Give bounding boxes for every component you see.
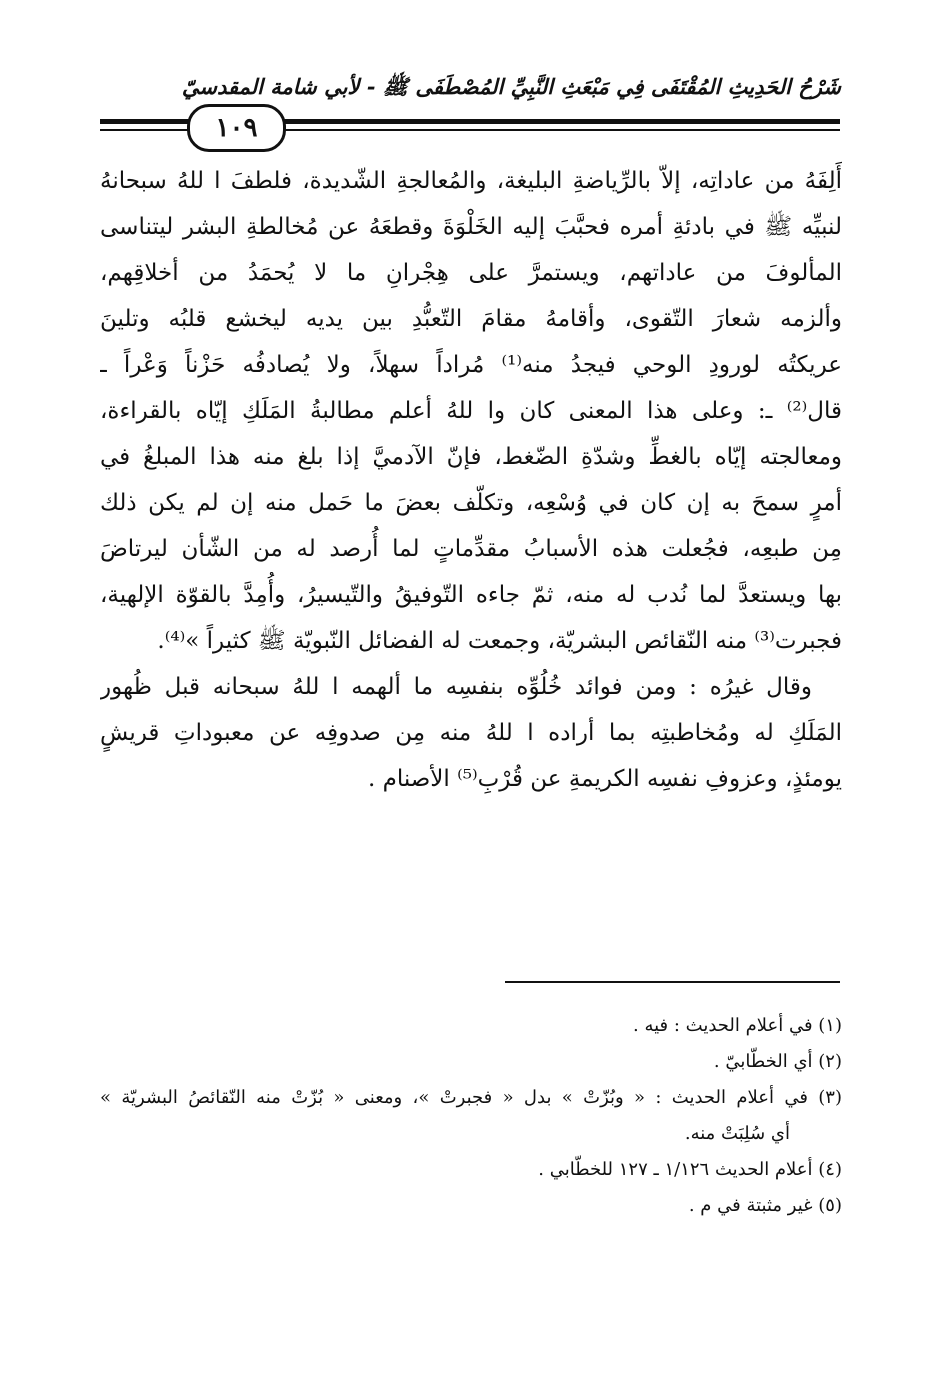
text-line: مِن طبعِه، فجُعلت هذه الأسبابُ مقدِّماتٍ لما أُرصد له من الشّأن ليرتاضَ bbox=[100, 536, 842, 562]
text-line: أَلِفَهُ من عاداتِه، إلاّ بالرِّياضةِ البليغة، والمُعالجةِ الشّديدة، فلطفَ ا للهُ سبحانهُ bbox=[100, 168, 842, 194]
footnote-2: (٢) أي الخطّابيّ . bbox=[713, 1051, 842, 1072]
footnote-3-continuation: أي سُلِبَتْ منه. bbox=[684, 1123, 790, 1144]
text-line: فجبرت⁽³⁾ منه النّقائص البشريّة، وجمعت له الفضائل النّبويّة ﷺ كثيراً »⁽⁴⁾. bbox=[157, 628, 842, 654]
footnote-3: (٣) في أعلام الحديث : « وبُزّتْ » بدل « فجبرتْ »، ومعنى « بُزّتْ منه النّقائصُ البشريّة » bbox=[100, 1087, 842, 1108]
text-line: المَلَكِ له ومُخاطبتِه بما أراده ا للهُ منه مِن صدوفِه عن معبوداتِ قريشٍ bbox=[100, 720, 842, 746]
footnote-5: (٥) غير مثبتة في م . bbox=[688, 1195, 842, 1216]
text-line: عريكتُه لورودِ الوحي فيجدُ منه⁽¹⁾ مُراداً سهلاً، ولا يُصادفُه حَزْناً وَعْراً ـ bbox=[100, 352, 842, 378]
text-line: وألزمه شعارَ التّقوى، وأقامهُ مقامَ التّعبُّدِ بين يديه ليخشع قلبُه وتلينَ bbox=[100, 306, 842, 332]
footnote-4: (٤) أعلام الحديث ١/١٢٦ ـ ١٢٧ للخطّابي . bbox=[538, 1159, 842, 1180]
text-line: لنبيِّه ﷺ في بادئةِ أمره فحبَّبَ إليه الخَلْوَةَ وقطعَهُ عن مُخالطةِ البشر ليتناسى bbox=[100, 214, 842, 240]
text-line: يومئذٍ، وعزوفِ نفسِه الكريمةِ عن قُرْبِ⁽⁵⁾ الأصنام . bbox=[367, 766, 842, 792]
text-line: ومعالجته إيّاه بالغطِّ وشدّةِ الضّغط، فإنّ الآدميَّ إذا بلغ منه هذا المبلغُ في bbox=[100, 444, 842, 470]
footnotes bbox=[100, 1008, 842, 1224]
footnote-separator bbox=[505, 981, 840, 983]
footnote-1: (١) في أعلام الحديث : فيه . bbox=[633, 1015, 842, 1036]
page-number: ١٠٩ bbox=[187, 104, 286, 152]
text-line: قال⁽²⁾ ـ: وعلى هذا المعنى كان وا للهُ أعلم مطالبةُ المَلَكِ إيّاه بالقراءة، bbox=[100, 398, 842, 424]
text-line: بها ويستعدَّ لما نُدب له منه، ثمّ جاءه التّوفيقُ والتّيسيرُ، وأُمِدَّ بالقوّة الإلهية، bbox=[100, 582, 842, 608]
text-line: وقال غيرُه : ومن فوائد خُلُوِّه بنفسِه ما ألهمه ا للهُ سبحانه قبل ظُهور bbox=[100, 674, 812, 700]
text-line: أمرٍ سمحَ به إن كان في وُسْعِه، وتكلّف بعضَ ما حَمل منه إن لم يكن ذلك bbox=[100, 490, 842, 516]
text-line: المألوفَ من عاداتهم، ويستمرَّ على هِجْرانِ ما لا يُحمَدُ من أخلاقِهم، bbox=[100, 260, 842, 286]
main-text bbox=[100, 158, 842, 802]
running-title: شَرْحُ الحَدِيثِ المُقْتَفَى فِي مَبْعَثِ النَّبِيِّ المُصْطَفَى ﷺ - لأبي شامة المقدسيّ bbox=[181, 74, 841, 99]
